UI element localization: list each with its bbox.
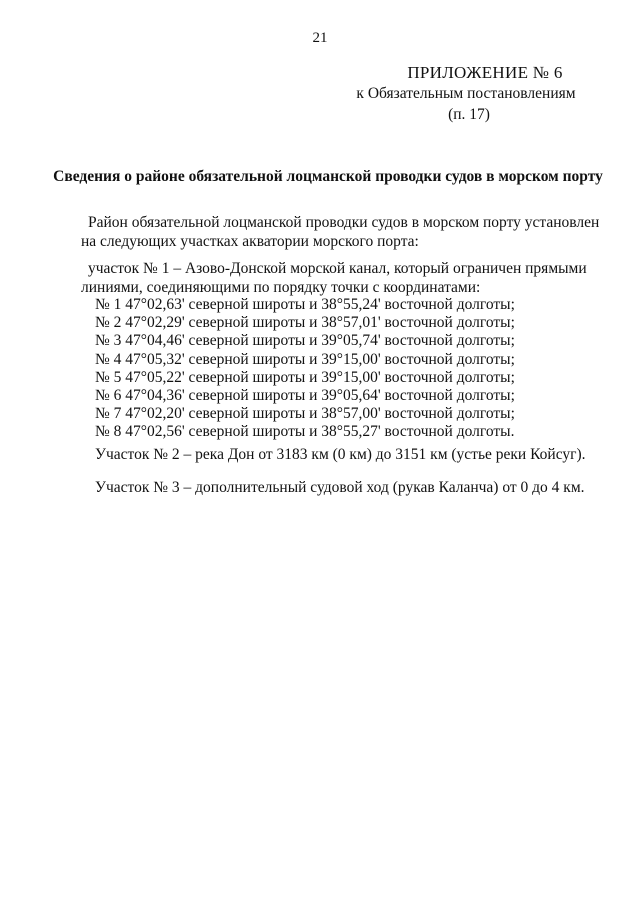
section-3-paragraph: Участок № 3 – дополнительный судовой ход (рукав Каланча) от 0 до 4 км.: [95, 479, 585, 496]
coordinate-point: № 2 47°02,29' северной широты и 38°57,01' восточной долготы;: [95, 314, 515, 332]
coordinate-point: № 5 47°05,22' северной широты и 39°15,00' восточной долготы;: [95, 368, 515, 386]
intro-paragraph: [81, 214, 608, 251]
coordinate-point: № 3 47°04,46' северной широты и 39°05,74' восточной долготы;: [95, 332, 515, 350]
page-number: 21: [312, 30, 328, 46]
appendix-clause: (п. 17): [448, 106, 490, 123]
coordinate-point: № 6 47°04,36' северной широты и 39°05,64' восточной долготы;: [95, 387, 515, 405]
coordinate-point: № 7 47°02,20' северной широты и 38°57,00' восточной долготы;: [95, 405, 515, 423]
section-1-paragraph: [81, 260, 608, 297]
section-1-line-1: участок № 1 – Азово-Донской морской канал, который ограничен прямыми: [88, 260, 587, 277]
appendix-title: ПРИЛОЖЕНИЕ № 6: [407, 63, 563, 82]
coordinates-list: [95, 296, 515, 442]
intro-line-1: Район обязательной лоцманской проводки судов в морском порту установлен: [88, 214, 600, 231]
document-heading: Сведения о районе обязательной лоцманской проводки судов в морском порту: [53, 168, 603, 185]
section-1-line-2: линиями, соединяющими по порядку точки с координатами:: [81, 278, 481, 296]
coordinate-point: № 8 47°02,56' северной широты и 38°55,27' восточной долготы.: [95, 423, 515, 441]
appendix-block: [336, 62, 596, 125]
coordinate-point: № 1 47°02,63' северной широты и 38°55,24' восточной долготы;: [95, 296, 515, 313]
appendix-subtitle: к Обязательным постановлениям: [356, 85, 576, 102]
coordinate-point: № 4 47°05,32' северной широты и 39°15,00' восточной долготы;: [95, 350, 515, 368]
intro-line-2: на следующих участках акватории морского порта:: [81, 232, 419, 250]
section-2-paragraph: Участок № 2 – река Дон от 3183 км (0 км) до 3151 км (устье реки Койсуг).: [95, 446, 586, 463]
